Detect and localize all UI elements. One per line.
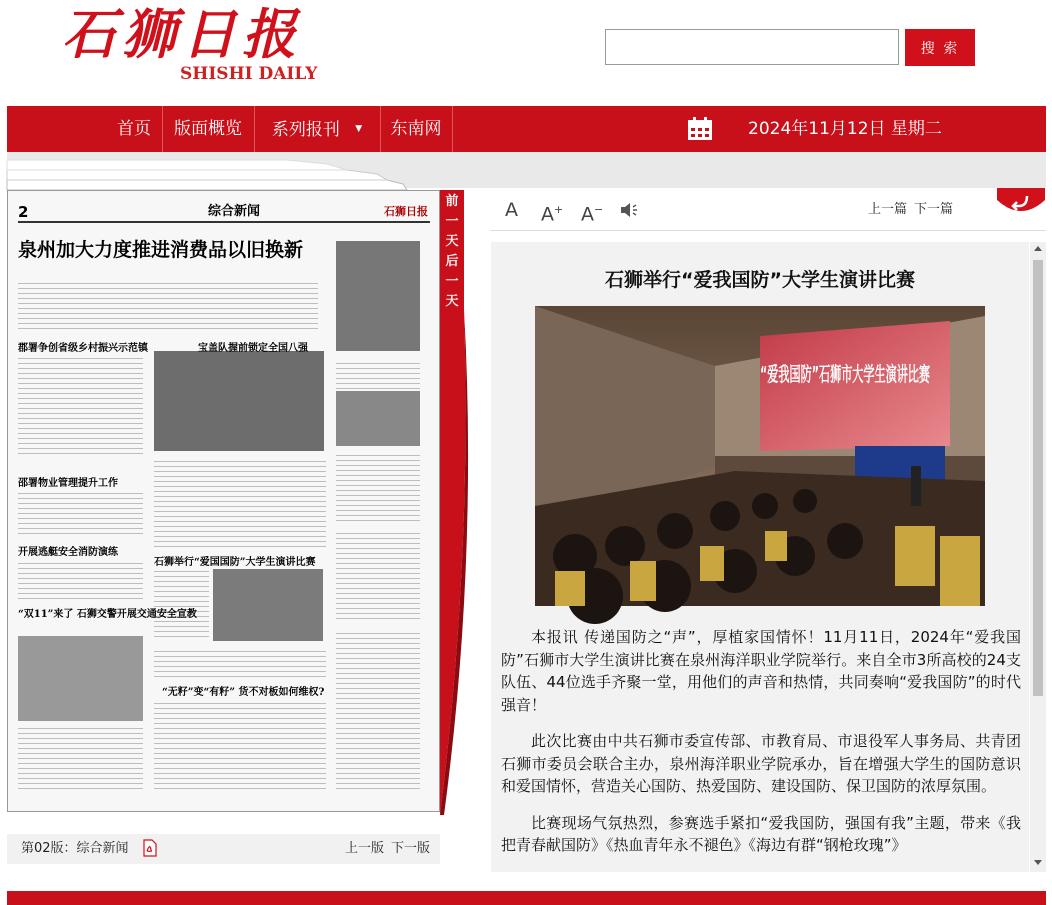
text-block <box>18 356 143 456</box>
sub-headline[interactable]: 邵署物业管理提升工作 <box>18 478 118 489</box>
nav-dongnan[interactable]: 东南网 <box>390 119 442 139</box>
next-edition-link[interactable]: 下一版 <box>391 841 431 856</box>
side-tab-char: 一 <box>445 214 459 229</box>
page-number: 2 <box>18 203 29 221</box>
page-fold-decoration <box>440 310 478 815</box>
sub-headline[interactable]: 石狮举行“爱国国防”大学生演讲比赛 <box>154 557 316 568</box>
text-block <box>154 459 326 549</box>
traffic-photo[interactable] <box>18 636 143 721</box>
plus-icon: + <box>554 203 564 216</box>
text-block <box>154 701 326 791</box>
article-paragraph: 本报讯 传递国防之“声”，厚植家国情怀！11月11日，2024年“爱我国防”石狮市大学生演讲比赛在泉州海洋职业学院举行。来自全市3所高校的24支队伍、44位选手齐聚一堂，用他们的声音和热情，共同奏响“爱我国防”的时代强音！ <box>501 628 1021 714</box>
sub-headline[interactable]: 郡署争创省级乡村振兴示范镇 <box>18 343 148 354</box>
pdf-icon[interactable] <box>143 839 157 857</box>
search-input[interactable] <box>605 29 899 65</box>
calendar-icon <box>687 116 713 141</box>
toolbar-divider <box>490 230 1046 231</box>
text-block <box>336 631 420 791</box>
page-section: 综合新闻 <box>208 204 261 219</box>
nav-series-label: 系列报刊 <box>271 120 340 140</box>
sub-headline[interactable]: 宝盖队握前锁定全国八强 <box>198 343 308 354</box>
news-photo[interactable] <box>336 391 420 446</box>
auditorium-illustration <box>535 306 985 606</box>
font-reset-label: A <box>505 199 518 221</box>
back-icon[interactable] <box>997 188 1045 218</box>
article-paragraph: 比赛现场气氛热烈，参赛选手紧扣“爱我国防，强国有我”主题，带来《我把青春献国防》《热血青年永不褪色》《海边有群“钢枪玫瑰”》 <box>501 813 1021 854</box>
text-block <box>154 569 209 639</box>
font-smaller-button[interactable] <box>581 193 603 231</box>
nav-overview[interactable]: 版面概览 <box>174 119 242 139</box>
font-bigger-button[interactable] <box>541 193 563 231</box>
article-paragraph: 此次比赛由中共石狮市委宣传部、市教育局、市退役军人事务局、共青团石狮市委员会联合主办，泉州海洋职业学院承办，旨在增强大学生的国防意识和爱国情怀，营造关心国防、热爱国防、建设国防、保卫国防的浓厚氛围。 <box>501 732 1021 795</box>
main-navbar <box>7 106 1046 152</box>
text-block <box>18 561 143 601</box>
article-scrollbar[interactable] <box>1030 242 1046 872</box>
prev-article-link[interactable]: 上一篇 <box>868 202 908 217</box>
text-block <box>154 649 326 679</box>
paper-stack-decoration <box>7 160 417 190</box>
nav-series[interactable] <box>255 106 379 152</box>
text-block <box>18 281 318 331</box>
day-switch-tab[interactable] <box>440 190 464 310</box>
article-title: 石狮举行“爱我国防”大学生演讲比赛 <box>605 269 915 291</box>
prev-edition-link[interactable]: 上一版 <box>345 841 385 856</box>
text-block <box>336 453 420 523</box>
lead-headline[interactable]: 泉州加大力度推进消费品以旧换新 <box>18 239 304 261</box>
edition-label[interactable]: 第02版：综合新闻 <box>21 841 129 856</box>
side-tab-char: 一 <box>445 274 459 289</box>
side-tab-char: 天 <box>445 294 459 309</box>
article-photo[interactable] <box>535 306 985 606</box>
font-smaller-label: A <box>581 203 594 226</box>
footer-bar <box>7 891 1046 905</box>
basketball-photo[interactable] <box>154 351 324 451</box>
side-tab-char: 前 <box>445 194 459 209</box>
side-tab-char: 天 <box>445 234 459 249</box>
logo-english: SHISHI DAILY <box>180 64 318 84</box>
article-toolbar <box>490 193 1030 227</box>
edition-bar <box>7 834 440 864</box>
text-block <box>18 726 143 791</box>
screen-text: “爱我国防”石狮市大学生演讲比赛 <box>760 362 930 386</box>
scrollbar-thumb[interactable] <box>1033 260 1043 696</box>
text-block <box>336 531 420 621</box>
page-header <box>18 203 430 223</box>
news-photo[interactable] <box>336 241 420 351</box>
scroll-up-icon[interactable] <box>1034 246 1042 251</box>
font-reset-button[interactable] <box>505 193 518 227</box>
nav-divider <box>452 106 453 152</box>
sub-headline[interactable]: “双11”来了 石狮交警开展交通安全宣教 <box>18 609 197 620</box>
article-body <box>501 626 1021 871</box>
newspaper-page[interactable] <box>7 190 440 812</box>
article-thumbnail[interactable] <box>213 569 323 641</box>
text-block <box>18 491 143 536</box>
scroll-down-icon[interactable] <box>1034 860 1042 865</box>
minus-icon: − <box>594 203 604 216</box>
search-button[interactable]: 搜 索 <box>905 29 975 66</box>
font-bigger-label: A <box>541 203 554 226</box>
side-tab-char: 后 <box>445 254 459 269</box>
page-logo: 石狮日报 <box>384 205 428 218</box>
sub-headline[interactable]: 开展逃艇安全消防演练 <box>18 547 118 558</box>
chevron-down-icon: ▼ <box>355 124 363 134</box>
logo-chinese: 石狮日报 <box>62 2 302 66</box>
next-article-link[interactable]: 下一篇 <box>914 202 954 217</box>
speaker-icon[interactable] <box>619 201 639 219</box>
current-date: 2024年11月12日 星期二 <box>748 119 942 139</box>
sub-headline[interactable]: “无籽”变“有籽” 货不对板如何维权? <box>162 687 325 698</box>
nav-home[interactable]: 首页 <box>117 119 151 139</box>
site-logo[interactable] <box>62 4 322 94</box>
article-panel <box>491 242 1029 872</box>
